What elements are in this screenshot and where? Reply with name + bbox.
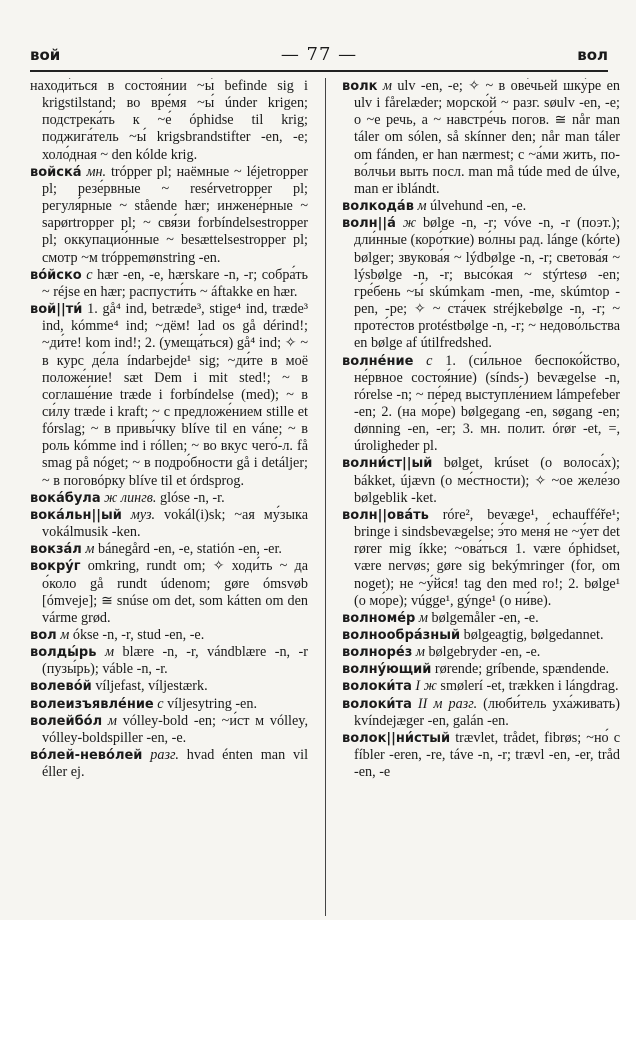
entry-headword: волеизъявле́ние (30, 696, 154, 712)
entry-headword: волн||ова́ть (342, 507, 429, 523)
page-number: — 77 — (280, 44, 358, 65)
entry-grammar: II м разг. (417, 695, 478, 712)
dictionary-entry (342, 661, 620, 678)
entry-grammar: мн. (86, 163, 107, 180)
dictionary-entry (30, 78, 308, 164)
entry-grammar: м (104, 644, 114, 661)
entry-headword: вока́льн||ый (30, 507, 122, 523)
entry-text: glóse -n, -r. (160, 489, 225, 506)
dictionary-entry (342, 198, 620, 215)
entry-headword: вол (30, 628, 57, 643)
entry-grammar: с (86, 266, 93, 283)
entry-headword: волоки́та (342, 679, 412, 695)
entry-grammar: разг. (150, 747, 179, 764)
dictionary-entry (342, 678, 620, 695)
entry-text: trópper pl; наёмные ~ léjetropper pl; резе́рвные ~ resérvetropper pl; регуля́рные ~ stående hær; инжене́рные ~ sapørtropper pl; ~ свя́зи forbíndelsestropper pl; оккупацио́нные ~ besættelsestropper pl; смотр ~м tróppemønstring -en. (42, 163, 308, 266)
dictionary-entry (342, 730, 620, 781)
entry-text: víljefast, víljestærk. (95, 678, 208, 695)
entry-text: omkring, rundt om; ✧ ходи́ть ~ да о́коло gå rundt údenom; gøre ómsvøb [ómveje]; ≅ snúse om det, som kátten om den várme grød. (42, 558, 308, 626)
entry-headword: волк (342, 79, 378, 94)
entry-text: ókse -n, -r, stud -en, -e. (72, 627, 205, 643)
entry-headword: волни́ст||ый (342, 456, 433, 472)
entry-headword: волноре́з (342, 645, 413, 661)
right-column (342, 78, 620, 918)
entry-headword: волне́ние (342, 353, 414, 369)
entry-headword: волейбо́л (30, 713, 103, 729)
dictionary-entry (30, 747, 308, 781)
entry-text: bølgeagtig, bølgedannet. (463, 627, 604, 643)
entry-headword: волнообра́зный (342, 628, 461, 643)
entry-text: trævlet, trådet, fibrøs; ~но́ с fíbler -eren, -re, táve -n, -r; trævl -en, -er, tråd -en, -e (354, 729, 620, 781)
page-header (30, 40, 608, 70)
entry-text: ulv -en, -e; ✧ ~ в ове́чьей шку́ре en ulv i fårelæder; морско́й ~ разг. søulv -en, -e; о ~е речь, а ~ навстре́чь погов. ≅ når man táler om sólen, så skínner den; når man táler om fánden, er han nærmest; с ~а́ми жить, по-во́лчьи выть посл. man må túde med de úlve, man er iblándt. (354, 78, 620, 197)
entry-headword: волн||а́ (342, 216, 396, 232)
page-margin-bottom (0, 920, 636, 1048)
entry-headword: волоки́та (342, 696, 412, 712)
entry-grammar: ж (402, 215, 417, 232)
entry-headword: вокза́л (30, 542, 82, 558)
dictionary-entry (342, 696, 620, 730)
entry-text: vólley-bold -en; ~и́ст м vólley, vólley-boldspiller -en, -e. (42, 712, 308, 746)
entry-text: rørende; gríbende, spændende. (434, 661, 610, 678)
column-divider (325, 78, 326, 916)
entry-grammar: с (426, 352, 433, 369)
header-rule (30, 70, 608, 72)
entry-headword: вой||ти́ (30, 302, 83, 318)
dictionary-entry (342, 215, 620, 352)
entry-grammar: м (417, 198, 427, 215)
dictionary-entry (30, 696, 308, 713)
entry-text: hær -en, -e, hærskare -n, -r; собра́ть ~ réjse en hær; распусти́ть ~ áftakke en hær. (42, 266, 308, 300)
left-guideword: вой (30, 46, 61, 64)
dictionary-entry (342, 610, 620, 627)
entry-headword: во́лей-нево́лей (30, 748, 143, 764)
dictionary-entry (342, 644, 620, 661)
dictionary-entry (30, 164, 308, 267)
entry-text: blære -n, -r, vándblære -n, -r (пузы́рь); váble -n, -r. (42, 644, 308, 678)
entry-text: bánegård -en, -e, statión -en, -er. (98, 541, 282, 558)
entry-text: róre², bevæge¹, echaufféře¹; bringe i sindsbevægelse; э́то меня́ не ~у́ет det rører mig íkke; ~ова́ться 1. være óphidset, være nervøs; gøre sig bekýmringer (for, om noget); не ~у́йся! tag den med ro!; 2. bølge¹ (о мо́ре); vúgge¹, gýnge¹ (о ни́ве). (354, 506, 620, 609)
entry-text: (люби́тель уха́живать) kvíndejæger -en, galán -en. (354, 695, 620, 729)
entry-grammar: м (85, 541, 95, 558)
dictionary-entry (342, 507, 620, 610)
entry-grammar: ж лингв. (104, 489, 157, 506)
dictionary-entry (30, 678, 308, 695)
entry-grammar: I ж (415, 678, 437, 695)
right-guideword: вол (577, 46, 608, 64)
entry-text: smølerí -et, trækken i lángdrag. (440, 678, 619, 695)
dictionary-entry (342, 353, 620, 456)
dictionary-entry (342, 627, 620, 644)
entry-text: hvad énten man vil éller ej. (42, 747, 308, 781)
dictionary-entry (30, 627, 308, 644)
dictionary-entry (30, 558, 308, 627)
entry-headword: волево́й (30, 679, 92, 695)
entry-text: находи́ться в состоя́нии ~ы́ befinde sig i krigstilstand; во вре́мя ~ы́ únder krigen; подстрека́ть к ~е́ óphidse til krig; поджига́тель ~ы́ krigsbrandstifter -en, -e; холо́дная ~ den kólde krig. (30, 78, 308, 163)
entry-grammar: м (418, 609, 428, 626)
dictionary-entry (342, 78, 620, 198)
entry-grammar: с (157, 695, 164, 712)
entry-headword: волноме́р (342, 610, 416, 626)
entry-text: 1. gå⁴ ind, betræde³, stige⁴ ind, træde³ ind, kómme⁴ ind; ~дём! lad os gå dérind!; ~ди́те! kom ind!; 2. (умеща́ться) gå⁴ ind; ✧ ~ в курс де́ла índarbejde¹ sig; ~ди́те в моё положе́ние! sæt Dem i mit sted!; ~ в соглаше́ние træde i forbíndelse (med); ~ в си́лу træde i kraft; ~ с предложе́нием stille et fórslag; ~ в привы́чку blíve til en váne; ~ в роль kómme ind i róllen; ~ во вкус чего́-л. få smag på nóget; ~ в подро́бности gå i detáljer; ~ в поговóрку blíve til et órdsprog. (42, 301, 308, 489)
entry-headword: войска́ (30, 164, 82, 180)
entry-grammar: м (107, 712, 117, 729)
entry-grammar: м (382, 78, 392, 94)
entry-headword: вока́була (30, 490, 101, 506)
dictionary-entry (30, 713, 308, 747)
entry-text: 1. (си́льное беспоко́йство, не́рвное состоя́ние) (sínds-) bevægelse -n, rórelse -n; ~ пе́ред выступле́нием lámpefeber -en; 2. (на мо́ре) bølgegang -en, søgang -en; dønning -en, -er; 3. мн. полит. órør -et, =, úroligheder pl. (354, 352, 620, 455)
entry-text: vokál(i)sk; ~ая му́зыка vokálmusik -ken. (42, 506, 308, 541)
left-column (30, 78, 308, 918)
dictionary-entry (30, 644, 308, 678)
dictionary-entry (30, 541, 308, 558)
entry-headword: во́йско (30, 267, 82, 283)
entry-grammar: м (415, 644, 425, 661)
entry-headword: вокру́г (30, 559, 81, 575)
entry-text: víljesytring -en. (167, 695, 257, 712)
entry-headword: волкода́в (342, 199, 414, 215)
entry-headword: волды́рь (30, 645, 97, 661)
dictionary-entry (30, 507, 308, 541)
entry-grammar: м (60, 627, 70, 643)
entry-text: bølget, krúset (о волоса́х); bákket, újævn (о ме́стности); ✧ ~ое желе́зо bølgeblik -ket. (354, 455, 620, 506)
dictionary-entry (30, 490, 308, 507)
entry-text: bølgebryder -en, -e. (428, 644, 541, 661)
entry-grammar: муз. (130, 506, 156, 523)
dictionary-entry (30, 267, 308, 301)
entry-text: úlvehund -en, -e. (430, 198, 527, 215)
entry-text: bølge -n, -r; vóve -n, -r (поэт.); дли́нные (коро́ткие) во́лны рад. lánge (kórte) bølger; звукова́я ~ lýdbølge -n, -r; светова́я ~ lýsbølge -n, -r; высо́кая ~ stýrtesø -en; гре́бень ~ы́ skúmkam -men, -me, skúmtop -pen, -pe; ✧ ~ ста́чек stréjkebølge -n, -r; ~ проте́стов protéstbølge -n, -r; ~ недово́льства en bølge af útilfredshed. (354, 215, 620, 352)
dictionary-entry (342, 455, 620, 506)
entry-text: bølgemåler -en, -e. (431, 609, 539, 626)
entry-headword: волок||ни́стый (342, 730, 451, 746)
entry-headword: волну́ющий (342, 662, 432, 678)
dictionary-entry (30, 301, 308, 490)
